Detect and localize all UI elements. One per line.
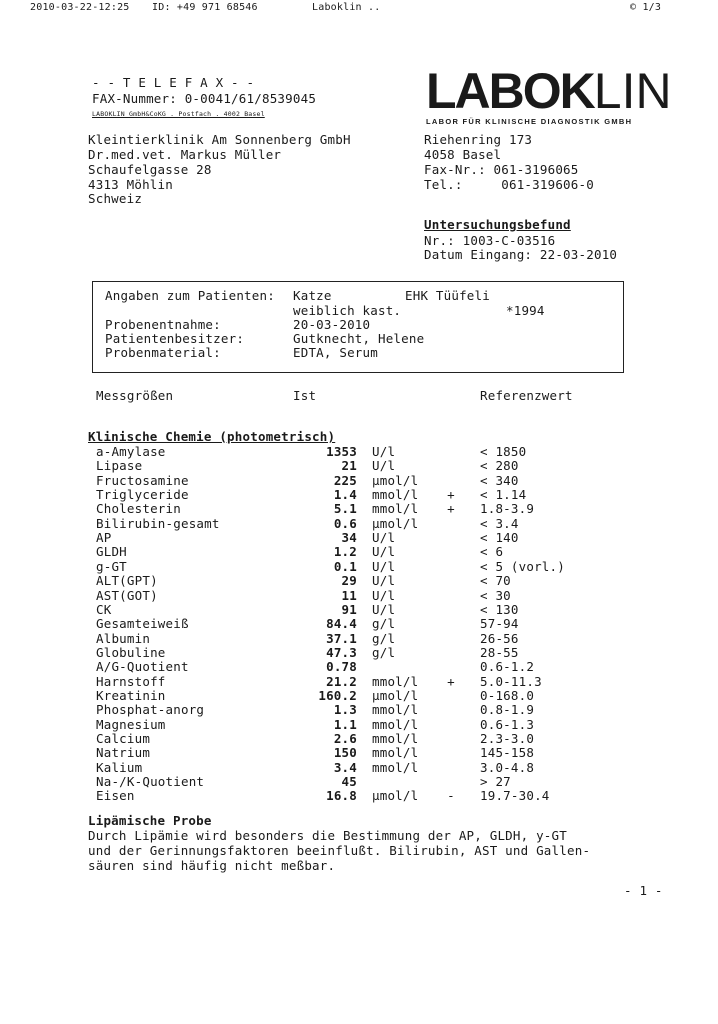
table-row — [0, 674, 718, 688]
table-row — [0, 631, 718, 645]
result-unit: µmol/l — [372, 515, 419, 531]
result-value: 1.3 — [333, 702, 357, 718]
result-flag: + — [447, 487, 455, 503]
result-reference: < 5 (vorl.) — [480, 558, 565, 574]
result-reference: < 1.14 — [480, 487, 527, 503]
result-value: 21.2 — [326, 673, 357, 689]
result-value: 37.1 — [326, 630, 357, 646]
result-unit: U/l — [372, 444, 396, 459]
result-unit: mmol/l — [372, 745, 419, 761]
result-reference: 57-94 — [480, 616, 519, 632]
result-value: 1.2 — [333, 544, 357, 560]
laboklin-logo — [426, 63, 672, 119]
result-unit: g/l — [372, 630, 396, 646]
result-unit: µmol/l — [372, 788, 419, 804]
result-unit: U/l — [372, 558, 396, 574]
table-row — [0, 645, 718, 659]
result-name: a-Amylase — [96, 444, 166, 459]
result-value: 1353 — [326, 444, 357, 459]
result-name: g-GT — [96, 558, 127, 574]
column-header-actual: Ist — [293, 388, 317, 403]
table-row — [0, 760, 718, 774]
patient-sex: weiblich kast. — [293, 303, 402, 318]
result-value: 84.4 — [326, 616, 357, 632]
sample-date-label: Probenentnahme: — [105, 317, 221, 332]
result-unit: U/l — [372, 587, 396, 603]
result-reference: 1.8-3.9 — [480, 501, 535, 517]
result-unit: U/l — [372, 530, 396, 546]
result-reference: 0-168.0 — [480, 687, 535, 703]
result-value: 2.6 — [333, 731, 357, 746]
result-value: 29 — [341, 573, 357, 589]
result-value: 45 — [341, 774, 357, 790]
result-name: Gesamteiweiß — [96, 616, 189, 632]
result-name: Eisen — [96, 788, 135, 804]
material-label: Probenmaterial: — [105, 345, 221, 360]
lab-city: 4058 Basel — [424, 147, 502, 162]
table-row — [0, 473, 718, 487]
table-row — [0, 444, 718, 458]
sample-material: EDTA, Serum — [293, 345, 378, 360]
table-row — [0, 616, 718, 630]
result-reference: 145-158 — [480, 745, 535, 761]
result-reference: < 30 — [480, 587, 511, 603]
table-row — [0, 530, 718, 544]
patient-species: Katze — [293, 288, 332, 303]
fax-number: FAX-Nummer: 0-0041/61/8539045 — [92, 91, 317, 106]
result-value: 1.1 — [333, 716, 357, 732]
result-reference: 28-55 — [480, 644, 519, 660]
result-flag: - — [447, 788, 455, 804]
table-row — [0, 588, 718, 602]
result-name: AST(GOT) — [96, 587, 158, 603]
result-unit: µmol/l — [372, 687, 419, 703]
result-value: 5.1 — [333, 501, 357, 517]
result-reference: 26-56 — [480, 630, 519, 646]
result-reference: 0.6-1.3 — [480, 716, 535, 732]
result-name: ALT(GPT) — [96, 573, 158, 589]
result-reference: < 280 — [480, 458, 519, 474]
result-flag: + — [447, 501, 455, 517]
recipient-line-1: Kleintierklinik Am Sonnenberg GmbH — [88, 132, 351, 147]
result-reference: 5.0-11.3 — [480, 673, 542, 689]
result-name: Kalium — [96, 759, 143, 775]
result-unit: mmol/l — [372, 759, 419, 775]
result-value: 0.6 — [333, 515, 357, 531]
result-name: Lipase — [96, 458, 143, 474]
result-value: 91 — [341, 601, 357, 617]
lab-tel: Tel.: 061-319606-0 — [424, 177, 594, 192]
result-unit: mmol/l — [372, 731, 419, 746]
result-value: 11 — [341, 587, 357, 603]
fax-sender-id: ID: +49 971 68546 — [152, 2, 258, 13]
result-name: Globuline — [96, 644, 166, 660]
result-value: 3.4 — [333, 759, 357, 775]
result-reference: 0.6-1.2 — [480, 659, 535, 675]
note-title: Lipämische Probe — [88, 813, 212, 828]
result-reference: < 1850 — [480, 444, 527, 459]
lab-street: Riehenring 173 — [424, 132, 533, 147]
report-title: Untersuchungsbefund — [424, 217, 571, 232]
result-unit: mmol/l — [372, 501, 419, 517]
result-value: 150 — [333, 745, 357, 761]
logo-subtitle: LABOR FÜR KLINISCHE DIAGNOSTIK GMBH — [426, 117, 633, 126]
result-value: 47.3 — [326, 644, 357, 660]
result-name: CK — [96, 601, 112, 617]
result-name: Albumin — [96, 630, 151, 646]
report-date: Datum Eingang: 22-03-2010 — [424, 247, 618, 262]
result-flag: + — [447, 673, 455, 689]
table-row — [0, 544, 718, 558]
result-unit: mmol/l — [372, 487, 419, 503]
result-unit: U/l — [372, 601, 396, 617]
result-unit: U/l — [372, 544, 396, 560]
result-unit: U/l — [372, 573, 396, 589]
result-reference: < 130 — [480, 601, 519, 617]
result-name: Phosphat-anorg — [96, 702, 205, 718]
result-value: 225 — [333, 472, 357, 488]
table-row — [0, 487, 718, 501]
result-name: Kreatinin — [96, 687, 166, 703]
table-row — [0, 559, 718, 573]
table-row — [0, 717, 718, 731]
sender-return-address: LABOKLIN GmbH&CoKG . Postfach . 4002 Basel — [92, 110, 265, 118]
table-row — [0, 602, 718, 616]
lab-fax: Fax-Nr.: 061-3196065 — [424, 162, 579, 177]
recipient-line-5: Schweiz — [88, 191, 143, 206]
column-header-measure: Messgrößen — [96, 388, 174, 403]
recipient-line-2: Dr.med.vet. Markus Müller — [88, 147, 282, 162]
table-row — [0, 774, 718, 788]
result-reference: < 70 — [480, 573, 511, 589]
result-reference: < 3.4 — [480, 515, 519, 531]
result-name: Na-/K-Quotient — [96, 774, 205, 790]
result-value: 160.2 — [318, 687, 357, 703]
fax-sender-name: Laboklin .. — [312, 2, 381, 13]
result-name: Magnesium — [96, 716, 166, 732]
result-unit: g/l — [372, 644, 396, 660]
result-name: Bilirubin-gesamt — [96, 515, 220, 531]
table-row — [0, 458, 718, 472]
telefax-title: - - T E L E F A X - - — [92, 75, 255, 90]
result-name: AP — [96, 530, 112, 546]
note-line-3: säuren sind häufig nicht meßbar. — [88, 858, 336, 873]
owner-label: Patientenbesitzer: — [105, 331, 245, 346]
result-reference: < 140 — [480, 530, 519, 546]
result-name: Natrium — [96, 745, 151, 761]
report-number: Nr.: 1003-C-03516 — [424, 233, 556, 248]
result-value: 21 — [341, 458, 357, 474]
result-name: Fructosamine — [96, 472, 189, 488]
logo-text-light: LIN — [593, 63, 672, 119]
table-row — [0, 688, 718, 702]
table-row — [0, 501, 718, 515]
table-row — [0, 702, 718, 716]
note-line-1: Durch Lipämie wird besonders die Bestimmung der AP, GLDH, y-GT — [88, 828, 567, 843]
table-row — [0, 788, 718, 802]
result-reference: 0.8-1.9 — [480, 702, 535, 718]
result-value: 16.8 — [326, 788, 357, 804]
logo-text-main: LABOK — [426, 63, 594, 119]
patient-birth-year: *1994 — [506, 303, 545, 318]
result-name: Cholesterin — [96, 501, 181, 517]
fax-timestamp: 2010-03-22-12:25 — [30, 2, 130, 13]
patient-name: EHK Tüüfeli — [405, 288, 490, 303]
owner-name: Gutknecht, Helene — [293, 331, 425, 346]
recipient-line-4: 4313 Möhlin — [88, 177, 173, 192]
table-row — [0, 573, 718, 587]
result-name: Harnstoff — [96, 673, 166, 689]
result-value: 0.78 — [326, 659, 357, 675]
result-name: GLDH — [96, 544, 127, 560]
result-name: A/G-Quotient — [96, 659, 189, 675]
result-name: Calcium — [96, 731, 151, 746]
result-unit: mmol/l — [372, 716, 419, 732]
result-unit: U/l — [372, 458, 396, 474]
recipient-line-3: Schaufelgasse 28 — [88, 162, 212, 177]
table-row — [0, 659, 718, 673]
result-reference: 19.7-30.4 — [480, 788, 550, 804]
page-number: - 1 - — [624, 883, 663, 898]
result-name: Triglyceride — [96, 487, 189, 503]
result-value: 34 — [341, 530, 357, 546]
column-header-reference: Referenzwert — [480, 388, 573, 403]
result-value: 1.4 — [333, 487, 357, 503]
table-row — [0, 731, 718, 745]
result-unit: µmol/l — [372, 472, 419, 488]
table-row — [0, 745, 718, 759]
result-unit: mmol/l — [372, 702, 419, 718]
section-title: Klinische Chemie (photometrisch) — [88, 429, 336, 444]
result-reference: 2.3-3.0 — [480, 731, 535, 746]
result-value: 0.1 — [333, 558, 357, 574]
fax-page-indicator: © 1/3 — [630, 2, 662, 13]
result-reference: < 340 — [480, 472, 519, 488]
table-row — [0, 516, 718, 530]
result-reference: > 27 — [480, 774, 511, 790]
result-reference: < 6 — [480, 544, 504, 560]
note-line-2: und der Gerinnungsfaktoren beeinflußt. Bilirubin, AST und Gallen- — [88, 843, 591, 858]
patient-label: Angaben zum Patienten: — [105, 288, 275, 303]
result-unit: mmol/l — [372, 673, 419, 689]
result-reference: 3.0-4.8 — [480, 759, 535, 775]
result-unit: g/l — [372, 616, 396, 632]
sample-date: 20-03-2010 — [293, 317, 371, 332]
